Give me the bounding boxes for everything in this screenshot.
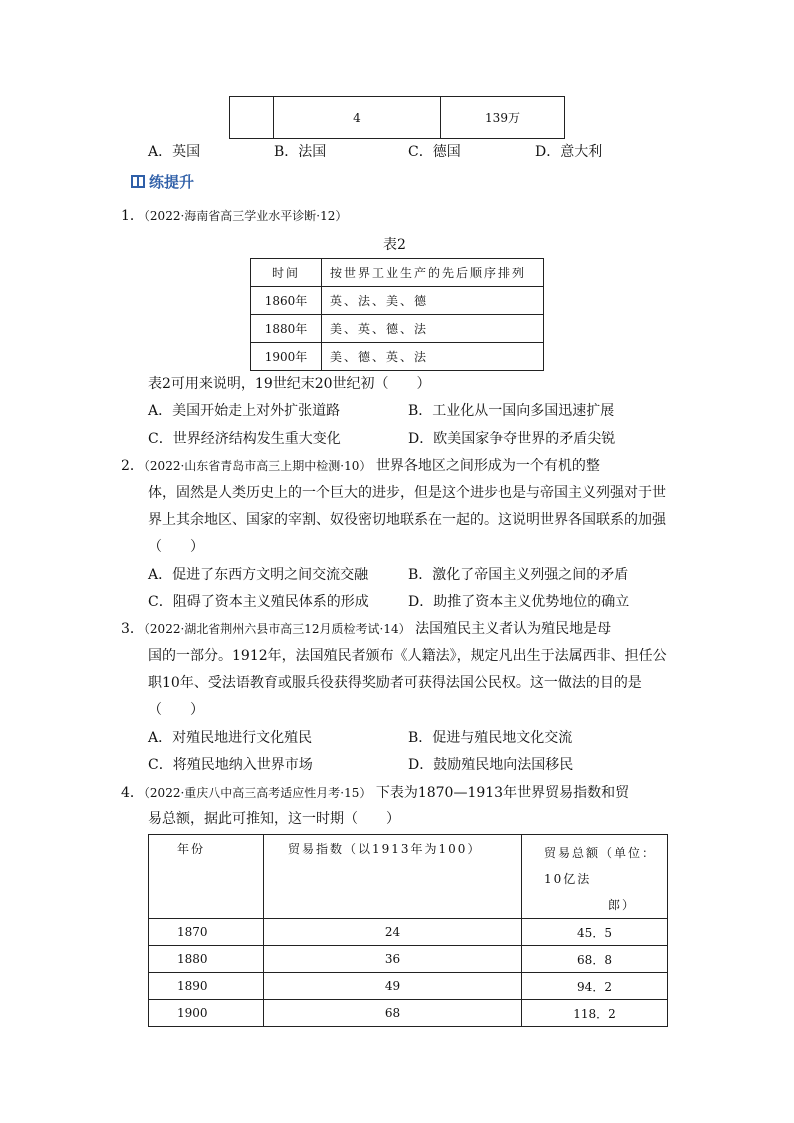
q3-header	[121, 618, 611, 638]
top-table	[229, 96, 565, 139]
table-cell: 1860年	[251, 287, 322, 315]
section-heading	[131, 171, 194, 192]
q2-line1: 世界各地区之间形成为一个有机的整	[375, 458, 600, 474]
table-header: 按世界工业生产的先后顺序排列	[322, 259, 544, 287]
option-c: C．德国	[408, 144, 461, 160]
q3-line1: 法国殖民主义者认为殖民地是母	[415, 621, 612, 637]
q3-option-c: C．将殖民地纳入世界市场	[148, 757, 313, 773]
q2-line2: 体，固然是人类历史上的一个巨大的进步，但是这个进步也是与帝国主义列强对于世	[148, 485, 666, 501]
top-table-cell: 4	[274, 97, 441, 139]
question-source: （2022·重庆八中高三高考适应性月考·15）	[143, 786, 372, 800]
table-header-group	[522, 835, 668, 919]
question-source: （2022·湖北省荆州六县市高三12月质检考试·14）	[143, 622, 411, 636]
table-cell: 94．2	[522, 973, 668, 1000]
q4-line2: 易总额，据此可推知，这一时期（ ）	[148, 811, 400, 827]
q2-option-d: D．助推了资本主义优势地位的确立	[408, 594, 630, 610]
top-table-cell: 139万	[441, 97, 565, 139]
q3-option-b: B．促进与殖民地文化交流	[408, 730, 573, 746]
table-cell: 英、法、美、德	[322, 287, 544, 315]
q1-stem: 表2可用来说明，19世纪末20世纪初（ ）	[148, 376, 431, 392]
q4-header	[121, 782, 629, 802]
table-header: 年份	[149, 835, 264, 919]
q1-table-title: 表2	[383, 237, 406, 253]
table-header: 贸易总额（单位：10亿法	[544, 846, 657, 886]
book-icon	[131, 175, 145, 188]
table-cell: 49	[264, 973, 522, 1000]
q3-option-a: A．对殖民地进行文化殖民	[148, 730, 313, 746]
question-number: 1．	[121, 208, 144, 224]
table-cell: 68．8	[522, 946, 668, 973]
question-source: （2022·山东省青岛市高三上期中检测·10）	[143, 459, 372, 473]
question-source: （2022·海南省高三学业水平诊断·12）	[143, 209, 348, 223]
table-cell: 1870	[149, 919, 264, 946]
question-number: 3．	[121, 621, 144, 637]
q3-line3: 职10年、受法语教育或服兵役获得奖励者可获得法国公民权。这一做法的目的是	[148, 675, 642, 691]
q1-option-d: D．欧美国家争夺世界的矛盾尖锐	[408, 431, 616, 447]
table-cell: 118．2	[522, 1000, 668, 1027]
q1-header	[121, 205, 347, 225]
section-title: 练提升	[149, 173, 195, 191]
q2-option-b: B．激化了帝国主义列强之间的矛盾	[408, 567, 629, 583]
q2-option-c: C．阻碍了资本主义殖民体系的形成	[148, 594, 369, 610]
table-cell: 68	[264, 1000, 522, 1027]
q4-line1: 下表为1870—1913年世界贸易指数和贸	[375, 785, 630, 801]
option-a: A．英国	[148, 144, 201, 160]
table-cell: 45．5	[522, 919, 668, 946]
table-header: 郎）	[608, 898, 637, 912]
q3-option-d: D．鼓励殖民地向法国移民	[408, 757, 574, 773]
q2-line4: （ ）	[148, 539, 204, 555]
question-number: 4．	[121, 785, 144, 801]
table-cell: 1880年	[251, 315, 322, 343]
table-header: 贸易指数（以1913年为100）	[264, 835, 522, 919]
table-cell: 美、英、德、法	[322, 315, 544, 343]
table-cell: 美、德、英、法	[322, 343, 544, 371]
q1-option-a: A．美国开始走上对外扩张道路	[148, 403, 341, 419]
table-cell: 36	[264, 946, 522, 973]
option-b: B．法国	[274, 144, 327, 160]
table-cell: 1900	[149, 1000, 264, 1027]
q1-table	[250, 258, 544, 371]
q1-option-c: C．世界经济结构发生重大变化	[148, 431, 341, 447]
table-cell: 1880	[149, 946, 264, 973]
q1-option-b: B．工业化从一国向多国迅速扩展	[408, 403, 615, 419]
q2-header	[121, 455, 600, 475]
q4-table	[148, 834, 668, 1027]
option-d: D．意大利	[535, 144, 603, 160]
q2-option-a: A．促进了东西方文明之间交流交融	[148, 567, 369, 583]
table-cell: 1890	[149, 973, 264, 1000]
q3-line4: （ ）	[148, 702, 204, 718]
table-header: 时间	[251, 259, 322, 287]
question-number: 2．	[121, 458, 144, 474]
q3-line2: 国的一部分。1912年，法国殖民者颁布《人籍法》，规定凡出生于法属西非、担任公	[148, 648, 667, 664]
table-cell: 24	[264, 919, 522, 946]
table-cell: 1900年	[251, 343, 322, 371]
q2-line3: 界上其余地区、国家的宰割、奴役密切地联系在一起的。这说明世界各国联系的加强	[148, 512, 666, 528]
top-table-cell-empty	[230, 97, 274, 139]
